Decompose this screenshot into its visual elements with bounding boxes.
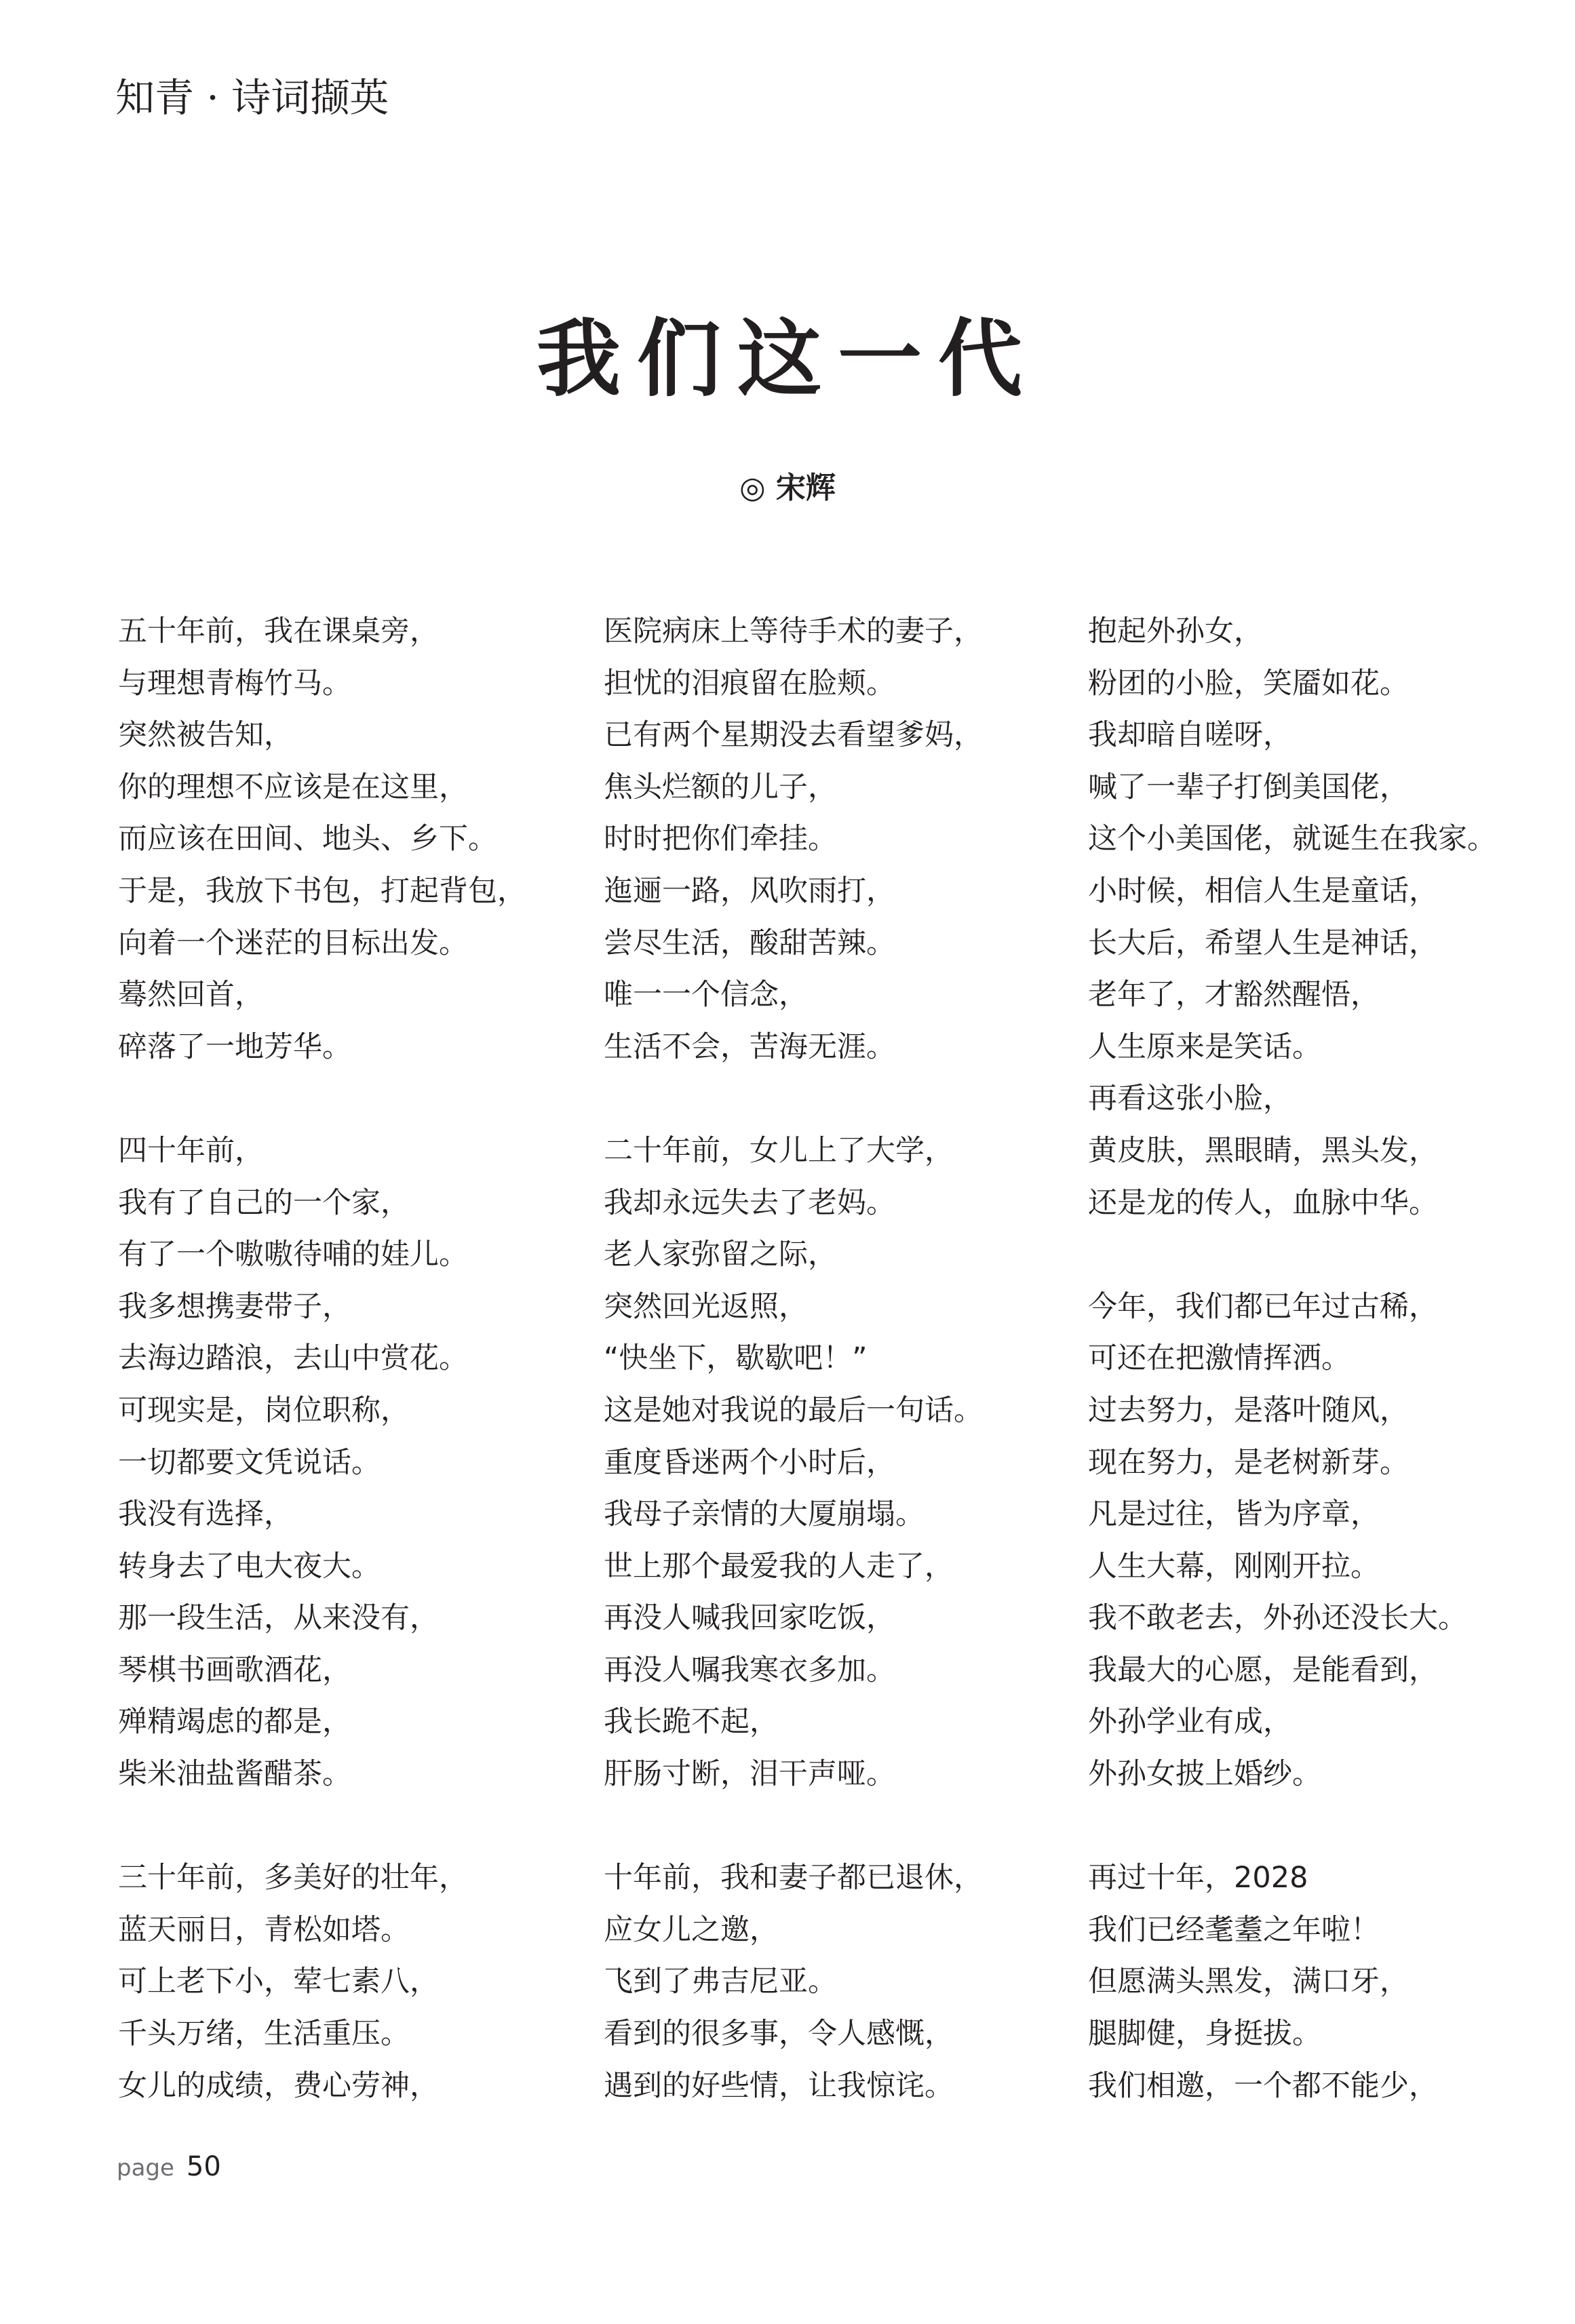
poem-line: 蓝天丽日，青松如塔。 bbox=[118, 1912, 410, 1947]
poem-line: 飞到了弗吉尼亚。 bbox=[604, 1965, 837, 1999]
poem-line: 现在努力，是老树新芽。 bbox=[1088, 1445, 1409, 1480]
section-header: 知青 · 诗词撷英 bbox=[115, 75, 389, 121]
poem-line: 这是她对我说的最后一句话。 bbox=[604, 1393, 983, 1427]
page-label: page bbox=[117, 2154, 174, 2182]
poem-line: 担忧的泪痕留在脸颊。 bbox=[604, 666, 895, 701]
poem-line: 向着一个迷茫的目标出发。 bbox=[118, 926, 468, 960]
poem-line: 可现实是，岗位职称， bbox=[118, 1393, 410, 1427]
poem-line: 小时候，相信人生是童话， bbox=[1088, 873, 1438, 908]
poem-line: 一切都要文凭说话。 bbox=[118, 1445, 381, 1480]
poem-line: 唯一一个信念， bbox=[604, 978, 808, 1012]
poem-line: 我母子亲情的大厦崩塌。 bbox=[604, 1497, 925, 1532]
poem-line: 我不敢老去，外孙还没长大。 bbox=[1088, 1601, 1467, 1636]
poem-line: 但愿满头黑发，满口牙， bbox=[1088, 1965, 1409, 1999]
poem-line: 已有两个星期没去看望爹妈， bbox=[604, 718, 983, 753]
poem-column-2 bbox=[604, 606, 1072, 2112]
poem-line: 三十年前，多美好的壮年， bbox=[118, 1861, 468, 1895]
poem-line: 遇到的好些情，让我惊诧。 bbox=[604, 2068, 954, 2103]
poem-line: 你的理想不应该是在这里， bbox=[118, 770, 468, 804]
stanza-break bbox=[1088, 1800, 1563, 1853]
poem-line: 突然被告知， bbox=[118, 718, 293, 753]
poem-line: 我却暗自嗟呀， bbox=[1088, 718, 1292, 753]
poem-line: 可上老下小，荤七素八， bbox=[118, 1965, 439, 1999]
poem-line: 去海边踏浪，去山中赏花。 bbox=[118, 1341, 468, 1376]
poem-line: 应女儿之邀， bbox=[604, 1912, 779, 1947]
poem-line: 女儿的成绩，费心劳神， bbox=[118, 2068, 439, 2103]
poem-line: 有了一个嗷嗷待哺的娃儿。 bbox=[118, 1238, 468, 1272]
poem-line: 医院病床上等待手术的妻子， bbox=[604, 614, 983, 648]
poem-line: 我多想携妻带子， bbox=[118, 1289, 351, 1324]
poem-line: 转身去了电大夜大。 bbox=[118, 1549, 381, 1583]
poem-author: ◎ 宋辉 bbox=[739, 471, 836, 505]
poem-line: 我们已经耄耋之年啦！ bbox=[1088, 1912, 1380, 1947]
poem-line: 外孙学业有成， bbox=[1088, 1705, 1292, 1739]
poem-column-1 bbox=[118, 606, 579, 2112]
poem-line: 重度昏迷两个小时后， bbox=[604, 1445, 895, 1480]
poem-line: 蓦然回首， bbox=[118, 978, 264, 1012]
poem-line: 迤逦一路，风吹雨打， bbox=[604, 873, 895, 908]
poem-line: 我最大的心愿，是能看到， bbox=[1088, 1653, 1438, 1687]
poem-line: 时时把你们牵挂。 bbox=[604, 822, 837, 856]
poem-line: 琴棋书画歌酒花， bbox=[118, 1653, 351, 1687]
poem-line: 抱起外孙女， bbox=[1088, 614, 1263, 648]
poem-line: 碎落了一地芳华。 bbox=[118, 1029, 351, 1064]
poem-line: 再没人喊我回家吃饭， bbox=[604, 1601, 895, 1636]
poem-line: 还是龙的传人，血脉中华。 bbox=[1088, 1185, 1438, 1220]
poem-line: 柴米油盐酱醋茶。 bbox=[118, 1757, 351, 1792]
poem-line: 人生原来是笑话。 bbox=[1088, 1029, 1321, 1064]
poem-line: 我没有选择， bbox=[118, 1497, 293, 1532]
poem-title: 我们这一代 bbox=[536, 311, 1038, 408]
poem-line: 看到的很多事，令人感慨， bbox=[604, 2017, 954, 2051]
poem-line: 这个小美国佬，就诞生在我家。 bbox=[1088, 822, 1496, 856]
poem-line: 外孙女披上婚纱。 bbox=[1088, 1757, 1321, 1792]
page-number: 50 bbox=[186, 2151, 221, 2182]
stanza-break bbox=[118, 1073, 579, 1125]
poem-line: 世上那个最爱我的人走了， bbox=[604, 1549, 954, 1583]
poem-line: 老年了，才豁然醒悟， bbox=[1088, 978, 1380, 1012]
poem-line: 我有了自己的一个家， bbox=[118, 1185, 410, 1220]
poem-line: 再过十年，2028 bbox=[1088, 1861, 1308, 1895]
poem-line: “快坐下，歇歇吧！” bbox=[604, 1341, 868, 1376]
poem-line: 肝肠寸断，泪干声哑。 bbox=[604, 1757, 895, 1792]
poem-line: 再没人嘱我寒衣多加。 bbox=[604, 1653, 895, 1687]
poem-line: 与理想青梅竹马。 bbox=[118, 666, 351, 701]
poem-line: 五十年前，我在课桌旁， bbox=[118, 614, 439, 648]
poem-line: 于是，我放下书包，打起背包， bbox=[118, 873, 526, 908]
stanza-break bbox=[604, 1800, 1072, 1853]
poem-line: 我长跪不起， bbox=[604, 1705, 779, 1739]
poem-line: 二十年前，女儿上了大学， bbox=[604, 1133, 954, 1168]
stanza-break bbox=[118, 1800, 579, 1853]
poem-line: 我们相邀，一个都不能少， bbox=[1088, 2068, 1438, 2103]
poem-line: 喊了一辈子打倒美国佬， bbox=[1088, 770, 1409, 804]
poem-line: 再看这张小脸， bbox=[1088, 1082, 1292, 1116]
poem-line: 我却永远失去了老妈。 bbox=[604, 1185, 895, 1220]
poem-line: 焦头烂额的儿子， bbox=[604, 770, 837, 804]
page-footer bbox=[117, 2146, 221, 2188]
poem-line: 腿脚健，身挺拔。 bbox=[1088, 2017, 1321, 2051]
poem-line: 粉团的小脸，笑靥如花。 bbox=[1088, 666, 1409, 701]
poem-line: 那一段生活，从来没有， bbox=[118, 1601, 439, 1636]
poem-line: 而应该在田间、地头、乡下。 bbox=[118, 822, 497, 856]
poem-line: 老人家弥留之际， bbox=[604, 1238, 837, 1272]
stanza-break bbox=[604, 1073, 1072, 1125]
poem-line: 生活不会，苦海无涯。 bbox=[604, 1029, 895, 1064]
poem-line: 人生大幕，刚刚开拉。 bbox=[1088, 1549, 1380, 1583]
stanza-break bbox=[1088, 1229, 1563, 1281]
poem-line: 尝尽生活，酸甜苦辣。 bbox=[604, 926, 895, 960]
poem-line: 今年，我们都已年过古稀， bbox=[1088, 1289, 1438, 1324]
poem-line: 可还在把激情挥洒。 bbox=[1088, 1341, 1350, 1376]
poem-line: 凡是过往，皆为序章， bbox=[1088, 1497, 1380, 1532]
poem-column-3 bbox=[1088, 606, 1563, 2112]
poem-line: 长大后，希望人生是神话， bbox=[1088, 926, 1438, 960]
poem-line: 过去努力，是落叶随风， bbox=[1088, 1393, 1409, 1427]
poem-line: 殚精竭虑的都是， bbox=[118, 1705, 351, 1739]
poem-line: 四十年前， bbox=[118, 1133, 264, 1168]
poem-line: 千头万绪，生活重压。 bbox=[118, 2017, 410, 2051]
poem-line: 十年前，我和妻子都已退休， bbox=[604, 1861, 983, 1895]
poem-line: 突然回光返照， bbox=[604, 1289, 808, 1324]
poem-line: 黄皮肤，黑眼睛，黑头发， bbox=[1088, 1133, 1438, 1168]
